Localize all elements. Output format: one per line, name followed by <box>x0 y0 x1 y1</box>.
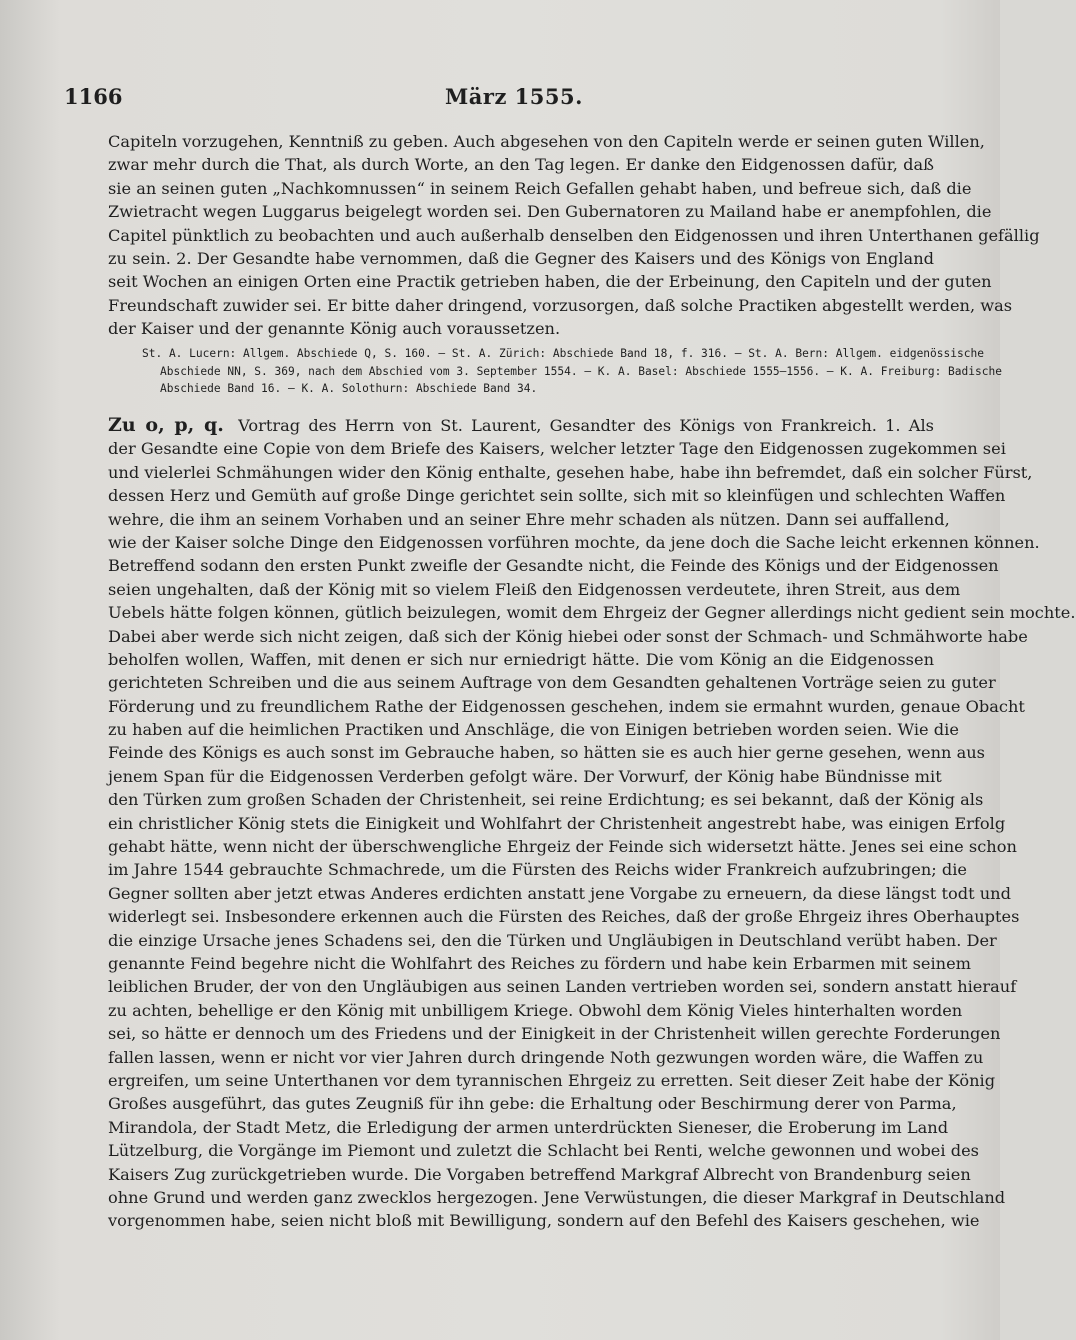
page-number: 1166 <box>64 84 123 109</box>
text-line: wie der Kaiser solche Dinge den Eidgenossen vorführen mochte, da jene doch die Sache leicht erkennen können. <box>108 532 1040 552</box>
text-line: fallen lassen, wenn er nicht vor vier Jahren durch dringende Noth gezwungen worden wäre, die Waffen zu <box>108 1047 984 1067</box>
text-line: ohne Grund und werden ganz zwecklos hergezogen. Jene Verwüstungen, die dieser Markgraf in Deutschland <box>108 1187 1006 1207</box>
text-line: Capitel pünktlich zu beobachten und auch außerhalb denselben den Eidgenossen und ihren Unterthanen gefällig <box>108 225 1040 245</box>
text-line: Kaisers Zug zurückgetrieben wurde. Die Vorgaben betreffend Markgraf Albrecht von Brandenburg seien <box>108 1164 971 1184</box>
text-line: zu sein. 2. Der Gesandte habe vernommen, daß die Gegner des Kaisers und des Königs von England <box>108 248 934 268</box>
footnote-line: Abschiede Band 16. — K. A. Solothurn: Abschiede Band 34. <box>160 382 538 395</box>
section-lead: Zu o, p, q. <box>108 414 224 436</box>
text-line: Freundschaft zuwider sei. Er bitte daher dringend, vorzusorgen, daß solche Practiken abgestellt werden, was <box>108 295 1013 315</box>
source-footnote <box>108 345 1002 398</box>
section-body <box>108 414 1076 1233</box>
text-line: Dabei aber werde sich nicht zeigen, daß sich der König hiebei oder sonst der Schmach- und Schmähworte habe <box>108 626 1028 646</box>
section-lines <box>108 437 1076 1232</box>
text-line: Lützelburg, die Vorgänge im Piemont und zuletzt die Schlacht bei Renti, welche gewonnen und wobei des <box>108 1141 979 1161</box>
page-header <box>64 84 934 118</box>
text-line: widerlegt sei. Insbesondere erkennen auch die Fürsten des Reiches, daß der große Ehrgeiz ihres Oberhauptes <box>108 907 1020 927</box>
text-line: im Jahre 1544 gebrauchte Schmachrede, um die Fürsten des Reichs wider Frankreich aufzubringen; die <box>108 860 967 880</box>
text-line: gehabt hätte, wenn nicht der überschwengliche Ehrgeiz der Feinde sich widersetzt hätte. Jenes sei eine schon <box>108 837 1017 857</box>
text-line: den Türken zum großen Schaden der Christenheit, sei reine Erdichtung; es sei bekannt, daß der König als <box>108 790 984 810</box>
text-line: der Kaiser und der genannte König auch voraussetzen. <box>108 319 561 339</box>
text-line: die einzige Ursache jenes Schadens sei, den die Türken und Ungläubigen in Deutschland verübt haben. Der <box>108 930 997 950</box>
text-line: Betreffend sodann den ersten Punkt zweifle der Gesandte nicht, die Feinde des Königs und der Eidgenossen <box>108 556 999 576</box>
text-line: Förderung und zu freundlichem Rathe der Eidgenossen geschehen, indem sie ermahnt wurden, genaue Obacht <box>108 696 1025 716</box>
text-line: sei, so hätte er dennoch um des Friedens und der Einigkeit in der Christenheit willen gerechte Forderungen <box>108 1024 1001 1044</box>
text-line: genannte Feind begehre nicht die Wohlfahrt des Reiches zu fördern und habe kein Erbarmen mit seinem <box>108 953 972 973</box>
first-paragraph <box>108 130 1040 341</box>
text-line: der Gesandte eine Copie von dem Briefe des Kaisers, welcher letzter Tage den Eidgenossen zugekommen sei <box>108 439 1006 459</box>
text-line: zwar mehr durch die That, als durch Worte, an den Tag legen. Er danke den Eidgenossen dafür, daß <box>108 155 934 175</box>
running-head: März 1555. <box>445 84 583 109</box>
text-line: Mirandola, der Stadt Metz, die Erledigung der armen unterdrückten Sieneser, die Eroberung im Land <box>108 1117 949 1137</box>
text-line: leiblichen Bruder, der von den Ungläubigen aus seinen Landen vertrieben worden sei, sondern anstatt hierauf <box>108 977 1017 997</box>
text-line: zu achten, behellige er den König mit unbilligem Kriege. Obwohl dem König Vieles hinterhalten worden <box>108 1000 963 1020</box>
text-line: ergreifen, um seine Unterthanen vor dem tyrannischen Ehrgeiz zu erretten. Seit dieser Zeit habe der König <box>108 1070 996 1090</box>
text-line: zu haben auf die heimlichen Practiken und Anschläge, die von Einigen betrieben worden seien. Wie die <box>108 720 959 740</box>
section-intro: Vortrag des Herrn von St. Laurent, Gesandter des Königs von Frankreich. 1. Als <box>238 416 934 435</box>
footnote-line: Abschiede NN, S. 369, nach dem Abschied vom 3. September 1554. — K. A. Basel: Abschiede 1555—1556. — K. A. Freiburg: Badische <box>160 364 1002 378</box>
text-line: Zwietracht wegen Luggarus beigelegt worden sei. Den Gubernatoren zu Mailand habe er anempfohlen, die <box>108 202 992 222</box>
text-line: Feinde des Königs es auch sonst im Gebrauche haben, so hätten sie es auch hier gerne gesehen, wenn aus <box>108 743 985 763</box>
text-line: beholfen wollen, Waffen, mit denen er sich nur erniedrigt hätte. Die vom König an die Eidgenossen <box>108 649 934 669</box>
section-first-line <box>108 414 934 437</box>
text-line: und vielerlei Schmähungen wider den König enthalte, gesehen habe, habe ihn befremdet, daß ein solcher Fürst, <box>108 462 1033 482</box>
text-line: jenem Span für die Eidgenossen Verderben gefolgt wäre. Der Vorwurf, der König habe Bündnisse mit <box>108 766 942 786</box>
text-line: ein christlicher König stets die Einigkeit und Wohlfahrt der Christenheit angestrebt habe, was einigen Erfolg <box>108 813 1006 833</box>
text-line: seit Wochen an einigen Orten eine Practik getrieben haben, die der Erbeinung, den Capiteln und der guten <box>108 272 992 292</box>
text-line: Großes ausgeführt, das gutes Zeugniß für ihn gebe: die Erhaltung oder Beschirmung derer von Parma, <box>108 1094 957 1114</box>
text-line: wehre, die ihm an seinem Vorhaben und an seiner Ehre mehr schaden als nützen. Dann sei auffallend, <box>108 509 950 529</box>
text-line: gerichteten Schreiben und die aus seinem Auftrage von dem Gesandten gehaltenen Vorträge seien zu guter <box>108 673 996 693</box>
text-line: Uebels hätte folgen können, gütlich beizulegen, womit dem Ehrgeiz der Gegner allerdings nicht gedient sein mochte. <box>108 603 1076 623</box>
text-line: seien ungehalten, daß der König mit so vielem Fleiß den Eidgenossen verdeutete, ihren Streit, aus dem <box>108 579 961 599</box>
footnote-line: St. A. Lucern: Allgem. Abschiede Q, S. 160. — St. A. Zürich: Abschiede Band 18, f. 316. — St. A. Bern: Allgem. eidgenössische <box>142 347 984 360</box>
text-line: Gegner sollten aber jetzt etwas Anderes erdichten anstatt jene Vorgabe zu erneuern, da diese längst todt und <box>108 883 1011 903</box>
text-line: vorgenommen habe, seien nicht bloß mit Bewilligung, sondern auf den Befehl des Kaisers geschehen, wie <box>108 1211 980 1231</box>
text-line: dessen Herz und Gemüth auf große Dinge gerichtet sein sollte, sich mit so kleinfügen und schlechten Waffen <box>108 486 1006 506</box>
text-line: Capiteln vorzugehen, Kenntniß zu geben. Auch abgesehen von den Capiteln werde er seinen guten Willen, <box>108 132 985 151</box>
text-line: sie an seinen guten „Nachkomnussen“ in seinem Reich Gefallen gehabt haben, und befreue sich, daß die <box>108 178 972 198</box>
